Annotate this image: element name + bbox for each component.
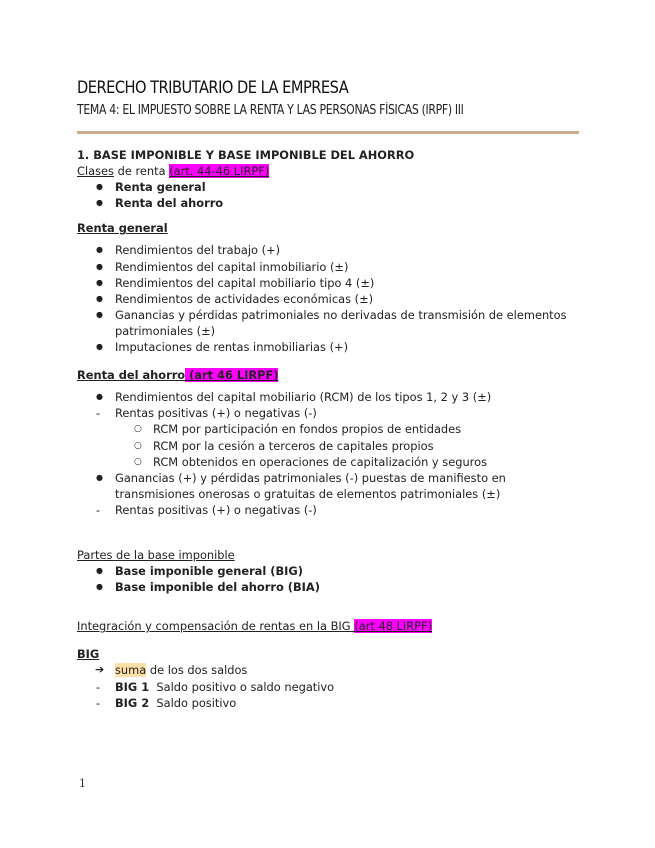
integracion-line [77, 618, 577, 634]
list-item: ● Imputaciones de rentas inmobiliarias (+) [77, 339, 577, 355]
list-item: - BIG 2 Saldo positivo [77, 695, 577, 711]
partes-heading: Partes de la base imponible [77, 547, 235, 562]
renta-general-list [77, 242, 577, 355]
renta-general-heading: Renta general [77, 221, 168, 236]
list-item: ● Rendimientos del capital mobiliario (RCM) de los tipos 1, 2 y 3 (±) [77, 389, 577, 405]
list-item: ● Rendimientos del capital mobiliario tipo 4 (±) [77, 275, 577, 291]
big-heading: BIG [77, 647, 100, 662]
renta-ahorro-line [77, 367, 577, 383]
list-item: ● Ganancias y pérdidas patrimoniales no derivadas de transmisión de elementos patrimoniales (±) [77, 307, 577, 339]
list-item: ● Rendimientos del trabajo (+) [77, 242, 577, 258]
header-divider [77, 131, 579, 134]
list-item: ○ RCM por la cesión a terceros de capitales propios [77, 438, 577, 454]
list-item: ● Base imponible del ahorro (BIA) [77, 579, 577, 595]
integracion-reference: (art 48 LIRPF) [354, 619, 433, 634]
renta-ahorro-list [77, 389, 577, 518]
integracion-heading: Integración y compensación de rentas en la BIG [77, 619, 355, 634]
list-item: ● Rendimientos del capital inmobiliario (±) [77, 259, 577, 275]
partes-list [77, 563, 577, 595]
list-item: ○ RCM obtenidos en operaciones de capitalización y seguros [77, 454, 577, 470]
section-heading: 1. BASE IMPONIBLE Y BASE IMPONIBLE DEL AHORRO [77, 148, 415, 162]
clases-label: Clases [77, 164, 114, 179]
document-title: DERECHO TRIBUTARIO DE LA EMPRESA [77, 78, 349, 98]
renta-ahorro-reference: (art 46 LIRPF) [185, 368, 279, 383]
list-item: - Rentas positivas (+) o negativas (-) [77, 502, 577, 518]
clases-list [77, 179, 577, 211]
list-item: - Rentas positivas (+) o negativas (-) [77, 405, 577, 421]
list-item: ● Renta del ahorro [77, 195, 577, 211]
list-item: ● Base imponible general (BIG) [77, 563, 577, 579]
document-subtitle: TEMA 4: EL IMPUESTO SOBRE LA RENTA Y LAS PERSONAS FÍSICAS (IRPF) III [77, 103, 464, 118]
clases-line [77, 163, 577, 179]
list-item: ● Rendimientos de actividades económicas (±) [77, 291, 577, 307]
list-item: ○ RCM por participación en fondos propios de entidades [77, 421, 577, 437]
document-body [77, 147, 577, 711]
list-item: - BIG 1 Saldo positivo o saldo negativo [77, 679, 577, 695]
suma-highlight: suma [115, 663, 147, 678]
list-item: ➔ suma de los dos saldos [77, 662, 577, 678]
list-item: ● Ganancias (+) y pérdidas patrimoniales (-) puestas de manifiesto en transmisiones onerosas o gratuitas de elementos patrimoniales (±) [77, 470, 577, 502]
big-list [77, 662, 577, 710]
clases-rest: de renta [113, 164, 170, 179]
list-item: ● Renta general [77, 179, 577, 195]
clases-reference: (art. 44-46 LIRPF) [169, 164, 270, 179]
renta-ahorro-heading: Renta del ahorro [77, 368, 186, 383]
page-number: 1 [79, 777, 86, 790]
